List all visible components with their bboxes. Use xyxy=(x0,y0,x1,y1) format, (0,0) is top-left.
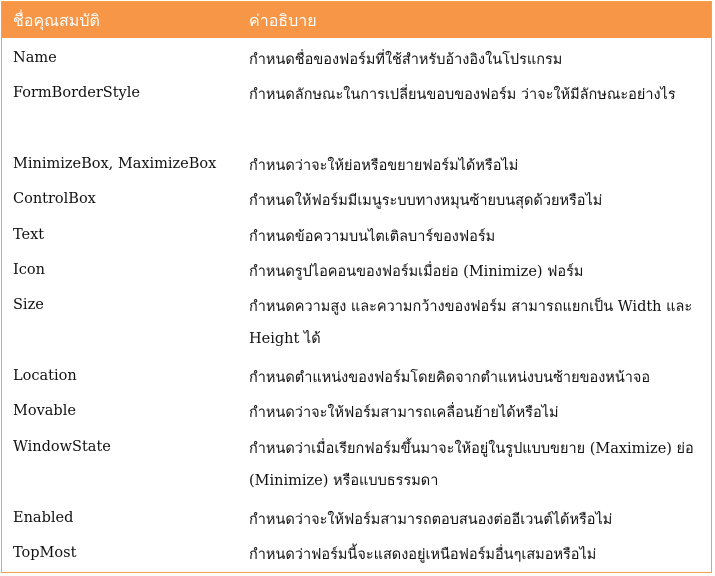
property-description: กำหนดตำแหน่งของฟอร์มโดยคิดจากตำแหน่งบนซ้ายของหน้าจอ xyxy=(249,370,651,386)
property-name: Name xyxy=(13,50,57,66)
property-description: กำหนดความสูง และความกว้างของฟอร์ม สามารถแยกเป็น Width และ Height ได้ xyxy=(249,299,693,347)
table-header xyxy=(2,2,711,38)
property-name: Icon xyxy=(13,262,45,278)
property-description: กำหนดชื่อของฟอร์มที่ใช้สำหรับอ้างอิงในโปรแกรม xyxy=(249,52,563,68)
property-description: กำหนดลักษณะในการเปลี่ยนขอบของฟอร์ม ว่าจะให้มีลักษณะอย่างไร xyxy=(249,87,676,103)
property-description: กำหนดว่าฟอร์มนี้จะแสดงอยู่เหนือฟอร์มอื่นๆเสมอหรือไม่ xyxy=(249,547,597,563)
property-name: FormBorderStyle xyxy=(13,85,140,101)
property-description: กำหนดว่าจะให้ฟอร์มสามารถตอบสนองต่ออีเวนต์ได้หรือไม่ xyxy=(249,512,613,528)
property-name: Enabled xyxy=(13,510,74,526)
property-name: Movable xyxy=(13,403,76,419)
property-table xyxy=(1,1,712,573)
property-description: กำหนดให้ฟอร์มมีเมนูระบบทางหมุนซ้ายบนสุดด้วยหรือไม่ xyxy=(249,193,603,209)
property-name: WindowState xyxy=(13,439,111,455)
property-description: กำหนดข้อความบนไตเติลบาร์ของฟอร์ม xyxy=(249,229,496,245)
property-name: Size xyxy=(13,297,44,313)
property-name: MinimizeBox, MaximizeBox xyxy=(13,156,217,172)
property-description: กำหนดว่าจะให้ย่อหรือขยายฟอร์มได้หรือไม่ xyxy=(249,158,519,174)
property-name: Text xyxy=(13,227,45,243)
property-description: กำหนดรูปไอคอนของฟอร์มเมื่อย่อ (Minimize) ฟอร์ม xyxy=(249,264,584,280)
header-description: ค่าอธิบาย xyxy=(249,11,317,30)
header-property: ชื่อคุณสมบัติ xyxy=(13,11,100,30)
property-description: กำหนดว่าเมื่อเรียกฟอร์มขึ้นมาจะให้อยู่ในรูปแบบขยาย (Maximize) ย่อ (Minimize) หรือแบบธรรมดา xyxy=(249,441,694,489)
property-description: กำหนดว่าจะให้ฟอร์มสามารถเคลื่อนย้ายได้หรือไม่ xyxy=(249,405,559,421)
property-name: Location xyxy=(13,368,77,384)
property-name: ControlBox xyxy=(13,191,96,207)
property-name: TopMost xyxy=(13,545,77,561)
